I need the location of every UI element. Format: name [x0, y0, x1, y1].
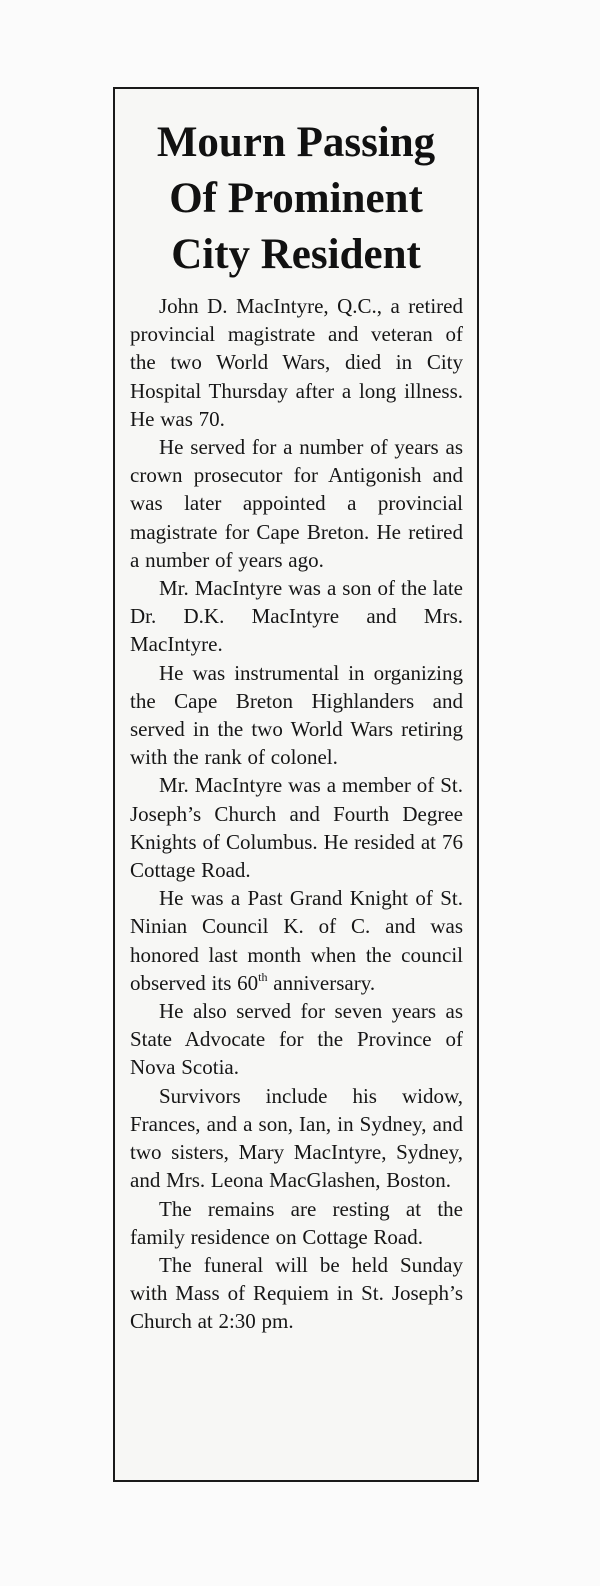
ordinal-suffix: th: [258, 969, 268, 984]
paragraph-remains: The remains are resting at the family residence on Cottage Road.: [130, 1196, 463, 1249]
paragraph-membership: Mr. MacIntyre was a member of St. Joseph’s Church and Fourth Degree Knights of Columbus. He resided at 76 Cottage Road.: [130, 773, 463, 883]
headline-line-1: Mourn Passing: [156, 119, 436, 166]
grand-knight-text-end: anniversary.: [267, 970, 376, 995]
article-body: [130, 292, 463, 1336]
newspaper-clipping: [113, 87, 479, 1482]
headline-line-2: Of Prominent: [169, 175, 423, 222]
headline: [115, 115, 477, 283]
paragraph-death-notice: John D. MacIntyre, Q.C., a retired provincial magistrate and veteran of the two World Wars, died in City Hospital Thursday after a long illness. He was 70.: [130, 294, 463, 431]
paragraph-grand-knight: [130, 884, 463, 997]
grand-knight-text: He was a Past Grand Knight of St. Ninian Council K. of C. and was honored last month when the council observed its 60: [130, 886, 463, 995]
paragraph-career: He served for a number of years as crown prosecutor for Antigonish and was later appointed a provincial magistrate for Cape Breton. He retired a number of years ago.: [130, 435, 463, 572]
paragraph-survivors: Survivors include his widow, Frances, and a son, Ian, in Sydney, and two sisters, Mary MacIntyre, Sydney, and Mrs. Leona MacGlashen, Boston.: [130, 1083, 463, 1193]
paragraph-military: He was instrumental in organizing the Cape Breton Highlanders and served in the two World Wars retiring with the rank of colonel.: [130, 660, 463, 770]
paragraph-state-advocate: He also served for seven years as State Advocate for the Province of Nova Scotia.: [130, 999, 463, 1080]
paragraph-funeral: The funeral will be held Sunday with Mass of Requiem in St. Joseph’s Church at 2:30 pm.: [130, 1252, 463, 1334]
headline-line-3: City Resident: [171, 231, 421, 278]
paragraph-parents: Mr. MacIntyre was a son of the late Dr. D.K. MacIntyre and Mrs. MacIntyre.: [130, 576, 463, 657]
